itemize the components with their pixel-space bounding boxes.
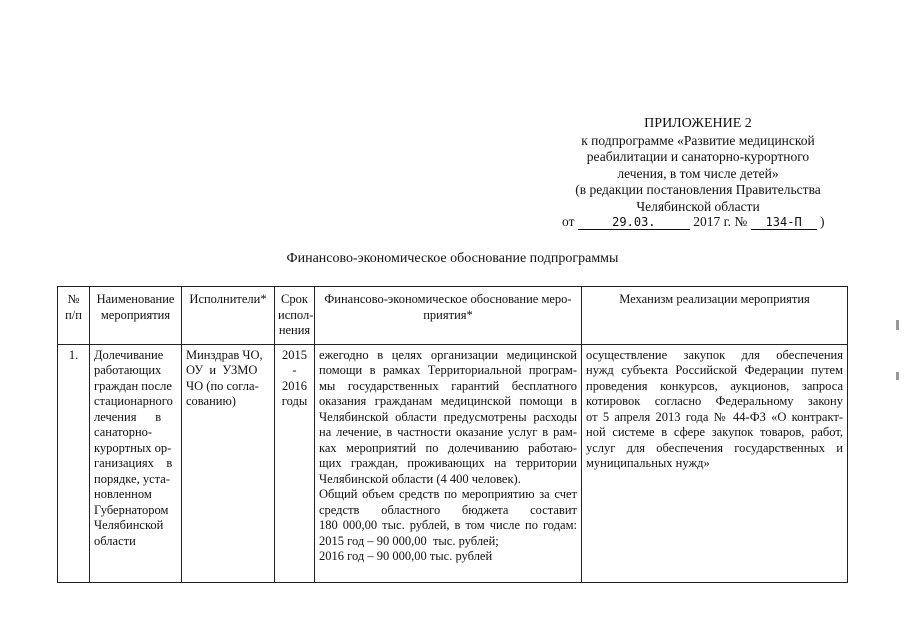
cell-term: [275, 344, 315, 582]
cell-line: санаторно-: [94, 425, 153, 439]
year-text: 2017 г. №: [693, 214, 748, 229]
cell-line: новленном: [94, 487, 152, 501]
annex-line: к подпрограмме «Развитие медицинской: [581, 132, 815, 148]
cell-line: помощи в рамках Территориальной програм-: [319, 363, 577, 377]
cell-line: проведения конкурсов, аукционов, запроса: [586, 378, 843, 393]
cell-line: на лечение, в частности оказание услуг в рам-: [319, 425, 577, 439]
header-text: приятия*: [423, 307, 473, 322]
header-text: Финансово-экономическое обоснование меро-: [324, 292, 572, 306]
cell-line: лечения в: [94, 409, 162, 424]
cell-line: ЧО (по согла-: [186, 378, 259, 393]
header-text: Наименование: [96, 292, 175, 306]
cell-line: ганизациях в: [94, 456, 173, 470]
cell-line: котировок согласно Федеральному закону: [586, 394, 843, 408]
cell-line: Челябинской области (4 400 человек).: [319, 471, 521, 486]
cell-line: годы: [281, 394, 308, 408]
volume-line: Общий объем средств по мероприятию за счет: [319, 487, 577, 501]
cell-line: порядке, уста-: [94, 471, 170, 486]
cell-line: оказания гражданам медицинской помощи в: [319, 394, 577, 408]
cell-executors: [182, 344, 275, 582]
cell-line: муниципальных нужд»: [586, 456, 710, 470]
scan-artifact: [896, 320, 899, 330]
cell-line: Губернатором: [94, 502, 169, 517]
justification-table: [57, 286, 848, 583]
header-executors: [182, 287, 275, 345]
volume-line: 2016 год – 90 000,00 тыс. рублей: [319, 549, 493, 563]
cell-line: услуг для обеспечения государственных и: [586, 440, 843, 455]
cell-line: 2015 -: [282, 347, 307, 377]
cell-line: сованию): [186, 394, 236, 408]
header-text: Механизм реализации мероприятия: [619, 292, 810, 306]
scan-artifact: [896, 372, 899, 380]
cell-line: ках мероприятий по долечиванию работаю-: [319, 440, 577, 455]
cell-line: Челябинской области предусмотрены расходы: [319, 409, 577, 424]
close-paren: ): [820, 214, 825, 229]
resolution-date-line: [562, 214, 852, 230]
cell-line: области: [94, 533, 136, 548]
header-text: №: [67, 292, 80, 306]
cell-name: [90, 344, 182, 582]
cell-line: курортных ор-: [94, 440, 172, 455]
annex-line: (в редакции постановления Правительства: [575, 182, 821, 197]
header-mechanism: [582, 287, 848, 345]
header-num: [58, 287, 90, 345]
cell-line: ной системе в сфере закупок товаров, работ,: [586, 425, 843, 439]
table-header-row: [58, 287, 848, 345]
volume-line: средств областного бюджета составит: [319, 502, 577, 517]
header-text: испол-: [278, 307, 314, 322]
date-prefix: от: [562, 214, 575, 229]
annex-line: Челябинской области: [636, 198, 760, 214]
cell-num: 1.: [58, 344, 90, 582]
annex-block: [548, 116, 848, 215]
cell-line: ОУ и УЗМО: [186, 363, 258, 377]
cell-line: щих граждан, проживающих на территории: [319, 456, 577, 470]
header-text: Исполнители*: [189, 292, 267, 306]
header-text: Срок: [281, 292, 308, 306]
cell-line: Долечивание: [94, 347, 164, 362]
cell-line: Челябинской: [94, 518, 164, 532]
header-justification: [315, 287, 582, 345]
header-term: [275, 287, 315, 345]
cell-line: стационарного: [94, 394, 173, 408]
resolution-date: 29.03.: [578, 215, 690, 230]
cell-mechanism: [582, 344, 848, 582]
annex-heading: ПРИЛОЖЕНИЕ 2: [644, 116, 752, 131]
cell-line: Минздрав ЧО,: [186, 347, 263, 362]
volume-line: 2015 год – 90 000,00 тыс. рублей;: [319, 533, 499, 548]
annex-line: реабилитации и санаторно-курортного: [586, 149, 810, 164]
cell-line: осуществление закупок для обеспечения: [586, 347, 843, 362]
header-text: мероприятия: [100, 307, 171, 322]
volume-line: 180 000,00 тыс. рублей, в том числе по годам:: [319, 518, 577, 532]
cell-line: работающих: [94, 363, 162, 377]
resolution-number: 134-П: [751, 215, 817, 230]
cell-line: ежегодно в целях организации медицинской: [319, 347, 577, 362]
cell-justification: [315, 344, 582, 582]
header-text: п/п: [65, 307, 82, 322]
annex-line: лечения, в том числе детей»: [617, 165, 779, 181]
table-row: [58, 344, 848, 582]
cell-line: граждан после: [94, 378, 172, 393]
header-text: нения: [278, 323, 311, 337]
cell-line: от 5 апреля 2013 года № 44-ФЗ «О контракт-: [586, 409, 843, 424]
cell-line: 2016: [282, 378, 307, 393]
cell-line: нужд субъекта Российской Федерации путем: [586, 363, 843, 377]
header-name: [90, 287, 182, 345]
document-title: Финансово-экономическое обоснование подпрограммы: [286, 251, 619, 266]
cell-line: мы государственных гарантий бесплатного: [319, 378, 577, 393]
